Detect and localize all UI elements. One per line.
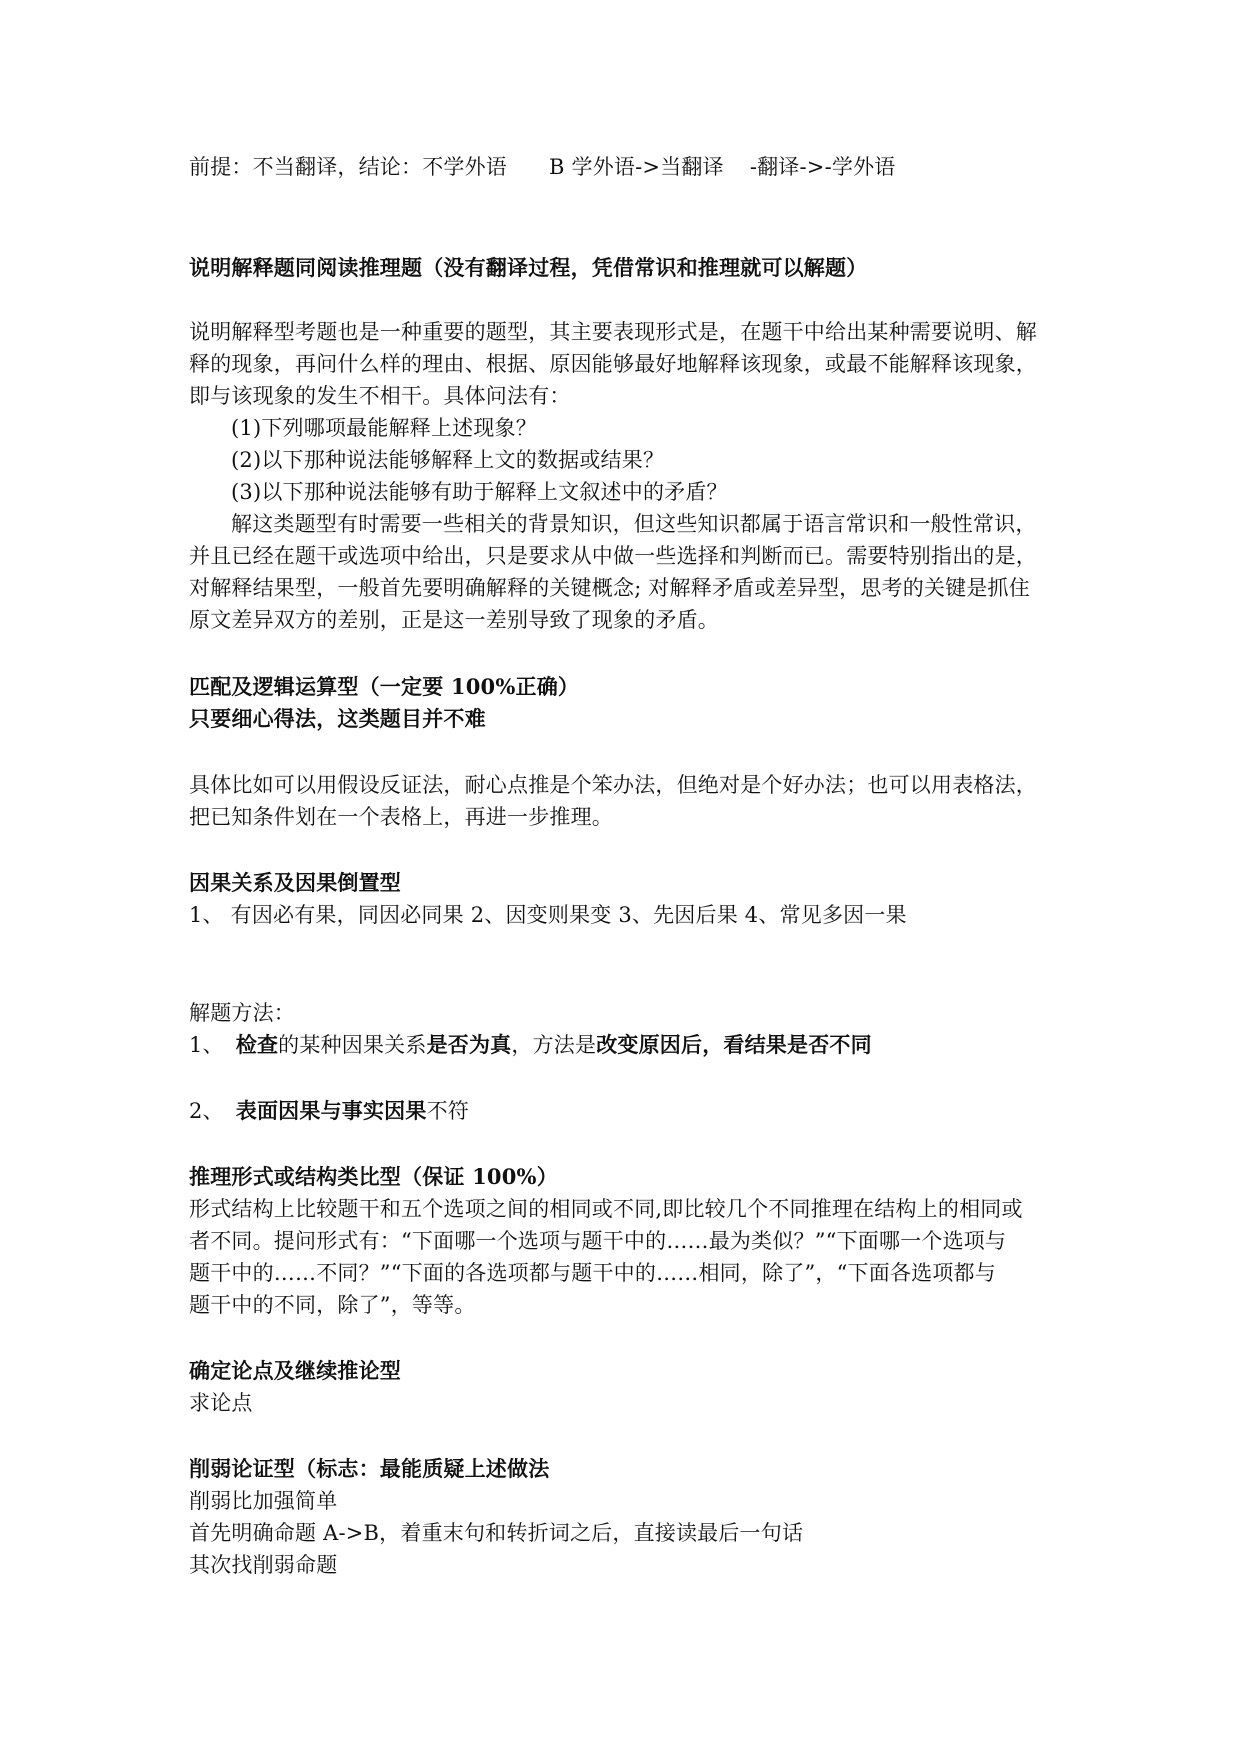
cause-list-line: 1、 有因必有果，同因必同果 2、因变则果变 3、先因后果 4、常见多因一果 (189, 903, 907, 927)
form-para-line: 形式结构上比较题干和五个选项之间的相同或不同,即比较几个不同推理在结构上的相同或 (189, 1197, 1023, 1221)
explain-para2-line: 解这类题型有时需要一些相关的背景知识，但这些知识都属于语言常识和一般性常识， (231, 512, 1037, 536)
question-item: (2)以下那种说法能够解释上文的数据或结果？ (231, 448, 665, 472)
form-para-line: 者不同。提问形式有：“下面哪一个选项与题干中的……最为类似？”“下面哪一个选项与 (189, 1229, 1007, 1253)
weaken-line: 首先明确命题 A->B，着重末句和转折词之后，直接读最后一句话 (189, 1521, 804, 1545)
question-item: (1)下列哪项最能解释上述现象？ (231, 416, 537, 440)
premise-text: 前提：不当翻译，结论：不学外语 (189, 155, 507, 179)
method-label: 解题方法： (189, 1001, 295, 1025)
form-para-line: 题干中的……不同？”“下面的各选项都与题干中的……相同，除了”，“下面各选项都与 (189, 1261, 996, 1285)
explain-para2-line: 并且已经在题干或选项中给出，只是要求从中做一些选择和判断而已。需要特别指出的是， (189, 544, 1037, 568)
match-heading: 匹配及逻辑运算型（一定要 100%正确） (189, 674, 580, 699)
method-text: ，方法是 (511, 1033, 597, 1057)
form-para-line: 题干中的不同，除了”，等等。 (189, 1293, 476, 1317)
explain-para-line: 说明解释型考题也是一种重要的题型，其主要表现形式是，在题干中给出某种需要说明、解 (189, 320, 1037, 344)
explain-heading: 说明解释题同阅读推理题（没有翻译过程，凭借常识和推理就可以解题） (189, 255, 868, 280)
explain-para2-line: 原文差异双方的差别，正是这一差别导致了现象的矛盾。 (189, 608, 719, 632)
mismatch-text: 不符 (426, 1099, 469, 1123)
surface-cause-bold: 表面因果与事实因果 (235, 1098, 427, 1123)
explain-para-line: 即与该现象的发生不相干。具体问法有： (189, 384, 571, 408)
form-heading: 推理形式或结构类比型（保证 100%） (189, 1164, 558, 1189)
is-true-bold: 是否为真 (426, 1032, 512, 1057)
option-b-text: B 学外语->当翻译 (549, 155, 724, 179)
item-number: 2、 (189, 1099, 224, 1123)
match-para-line: 把已知条件划在一个表格上，再进一步推理。 (189, 805, 613, 829)
item-number: 1、 (189, 1033, 224, 1057)
check-bold: 检查 (235, 1032, 279, 1057)
change-cause-bold: 改变原因后，看结果是否不同 (596, 1032, 872, 1057)
method-item-1 (189, 1030, 872, 1060)
weaken-line: 削弱比加强简单 (189, 1489, 338, 1513)
match-subheading: 只要细心得法，这类题目并不难 (189, 706, 486, 731)
explain-para-line: 释的现象，再问什么样的理由、根据、原因能够最好地解释该现象，或最不能解释该现象， (189, 352, 1037, 376)
cause-heading: 因果关系及因果倒置型 (189, 870, 401, 895)
premise-line (189, 152, 896, 182)
weaken-heading: 削弱论证型（标志：最能质疑上述做法 (189, 1456, 550, 1481)
question-item: (3)以下那种说法能够有助于解释上文叙述中的矛盾？ (231, 480, 728, 504)
thesis-line: 求论点 (189, 1391, 253, 1415)
contrapositive-text: -翻译->-学外语 (749, 155, 896, 179)
method-item-2 (189, 1096, 469, 1126)
weaken-line: 其次找削弱命题 (189, 1553, 338, 1577)
explain-para2-line: 对解释结果型，一般首先要明确解释的关键概念; 对解释矛盾或差异型，思考的关键是抓住 (189, 576, 1030, 600)
thesis-heading: 确定论点及继续推论型 (189, 1358, 401, 1383)
cause-text: 的某种因果关系 (278, 1033, 427, 1057)
match-para-line: 具体比如可以用假设反证法，耐心点推是个笨办法，但绝对是个好办法；也可以用表格法， (189, 773, 1037, 797)
